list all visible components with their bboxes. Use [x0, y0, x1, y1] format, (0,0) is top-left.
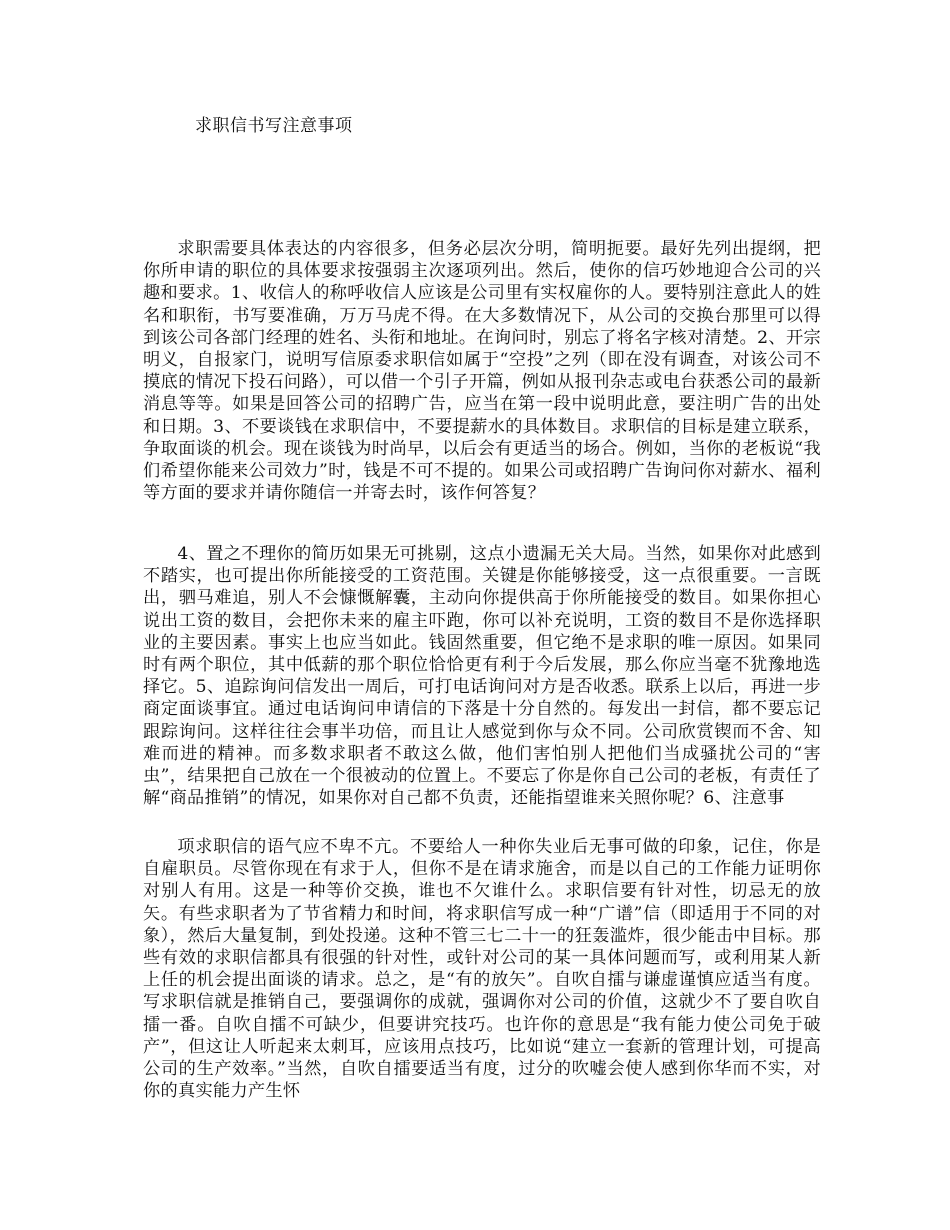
paragraph-1: 求职需要具体表达的内容很多，但务必层次分明，简明扼要。最好先列出提纲，把你所申请的职位的具体要求按强弱主次逐项列出。然后，使你的信巧妙地迎合公司的兴趣和要求。1、收信人的称呼收信人应该是公司里有实权雇你的人。要特别注意此人的姓名和职衔，书写要准确，万万马虎不得。在大多数情况下，从公司的交换台那里可以得到该公司各部门经理的姓名、头衔和地址。在询问时，别忘了将名字核对清楚。2、开宗明义，自报家门，说明写信原委求职信如属于“空投”之列（即在没有调查，对该公司不摸底的情况下投石问路），可以借一个引子开篇，例如从报刊杂志或电台获悉公司的最新消息等等。如果是回答公司的招聘广告，应当在第一段中说明此意，要注明广告的出处和日期。3、不要谈钱在求职信中，不要提薪水的具体数目。求职信的目标是建立联系，争取面谈的机会。现在谈钱为时尚早，以后会有更适当的场合。例如，当你的老板说“我们希望你能来公司效力”时，钱是不可不提的。如果公司或招聘广告询问你对薪水、福利等方面的要求并请你随信一并寄去时，该作何答复？	[143, 239, 821, 504]
paragraph-3: 项求职信的语气应不卑不亢。不要给人一种你失业后无事可做的印象，记住，你是自雇职员。尽管你现在有求于人，但你不是在请求施舍，而是以自己的工作能力证明你对别人有用。这是一种等价交换，谁也不欠谁什么。求职信要有针对性，切忌无的放矢。有些求职者为了节省精力和时间，将求职信写成一种“广谱”信（即适用于不同的对象），然后大量复制，到处投递。这种不管三七二十一的狂轰滥炸，很少能击中目标。那些有效的求职信都具有很强的针对性，或针对公司的某一具体问题而写，或利用某人新上任的机会提出面谈的请求。总之，是“有的放矢”。自吹自擂与谦虚谨慎应适当有度。写求职信就是推销自己，要强调你的成就，强调你对公司的价值，这就少不了要自吹自擂一番。自吹自擂不可缺少，但要讲究技巧。也许你的意思是“我有能力使公司免于破产”，但这让人听起来太刺耳，应该用点技巧，比如说“建立一套新的管理计划，可提高公司的生产效率。”当然，自吹自擂要适当有度，过分的吹嘘会使人感到你华而不实，对你的真实能力产生怀	[143, 837, 821, 1102]
paragraph-2: 4、置之不理你的简历如果无可挑剔，这点小遗漏无关大局。当然，如果你对此感到不踏实，也可提出你所能接受的工资范围。关键是你能够接受，这一点很重要。一言既出，驷马难追，别人不会慷慨解囊，主动向你提供高于你所能接受的数目。如果你担心说出工资的数目，会把你未来的雇主吓跑，你可以补充说明，工资的数目不是你选择职业的主要因素。事实上也应当如此。钱固然重要，但它绝不是求职的唯一原因。如果同时有两个职位，其中低薪的那个职位恰恰更有利于今后发展，那么你应当毫不犹豫地选择它。5、追踪询问信发出一周后，可打电话询问对方是否收悉。联系上以后，再进一步商定面谈事宜。通过电话询问申请信的下落是十分自然的。每发出一封信，都不要忘记跟踪询问。这样往往会事半功倍，而且让人感觉到你与众不同。公司欣赏锲而不舍、知难而进的精神。而多数求职者不敢这么做，他们害怕别人把他们当成骚扰公司的“害虫”，结果把自己放在一个很被动的位置上。不要忘了你是你自己公司的老板，有责任了解“商品推销”的情况，如果你对自己都不负责，还能指望谁来关照你呢？6、注意事	[143, 544, 821, 809]
document-title: 求职信书写注意事项	[195, 116, 353, 136]
